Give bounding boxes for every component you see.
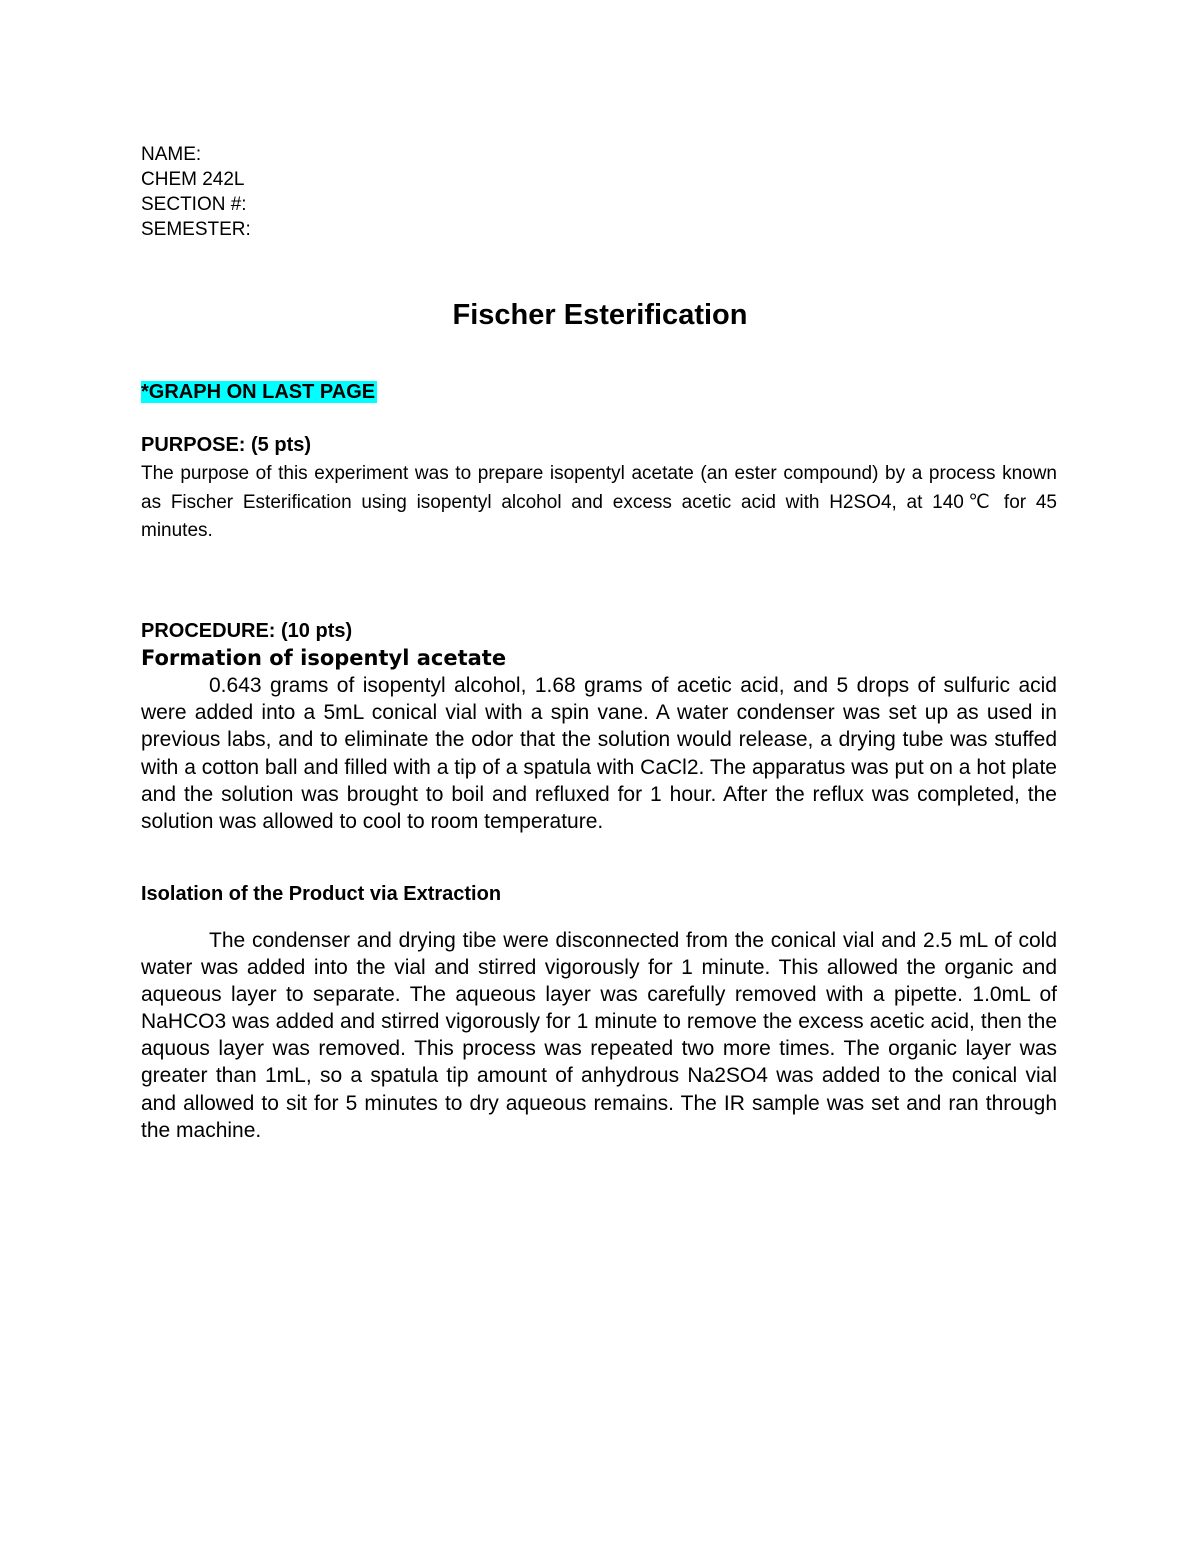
graph-note-text: *GRAPH ON LAST PAGE [141, 381, 376, 403]
course-label: CHEM 242L [141, 169, 245, 190]
formation-paragraph: 0.643 grams of isopentyl alcohol, 1.68 grams of acetic acid, and 5 drops of sulfuric acid were added into a 5mL conical vial with a spin vane. A water condenser was set up as used in previous labs, and to eliminate the odor that the solution would release, a drying tube was stuffed with a cotton ball and filled with a tip of a spatula with CaCl2. The apparatus was put on a hot plate and the solution was brought to boil and refluxed for 1 hour. After the reflux was completed, the solution was allowed to cool to room temperature. [141, 674, 1057, 834]
section-label: SECTION #: [141, 194, 247, 215]
isolation-subheading: Isolation of the Product via Extraction [141, 883, 502, 905]
isolation-paragraph: The condenser and drying tibe were disconnected from the conical vial and 2.5 mL of cold water was added into the vial and stirred vigorously for 1 minute. This allowed the organic and aqueous layer to separate. The aqueous layer was carefully removed with a pipette. 1.0mL of NaHCO3 was added and stirred vigorously for 1 minute to remove the excess acetic acid, then the aquous layer was removed. This process was repeated two more times. The organic layer was greater than 1mL, so a spatula tip amount of anhydrous Na2SO4 was added to the conical vial and allowed to sit for 5 minutes to dry aqueous remains. The IR sample was set and ran through the machine. [141, 929, 1057, 1142]
formation-subheading: Formation of isopentyl acetate [141, 646, 507, 670]
purpose-heading: PURPOSE: (5 pts) [141, 434, 312, 456]
semester-label: SEMESTER: [141, 219, 251, 240]
procedure-heading: PROCEDURE: (10 pts) [141, 620, 353, 642]
purpose-paragraph: The purpose of this experiment was to prepare isopentyl acetate (an ester compound) by a process known as Fischer Esterification using isopentyl alcohol and excess acetic acid with H2SO4, at 140℃ for 45 minutes. [141, 463, 1057, 541]
document-title: Fischer Esterification [452, 299, 748, 331]
graph-note [141, 378, 377, 406]
name-label: NAME: [141, 144, 202, 165]
student-info-header [141, 142, 251, 242]
